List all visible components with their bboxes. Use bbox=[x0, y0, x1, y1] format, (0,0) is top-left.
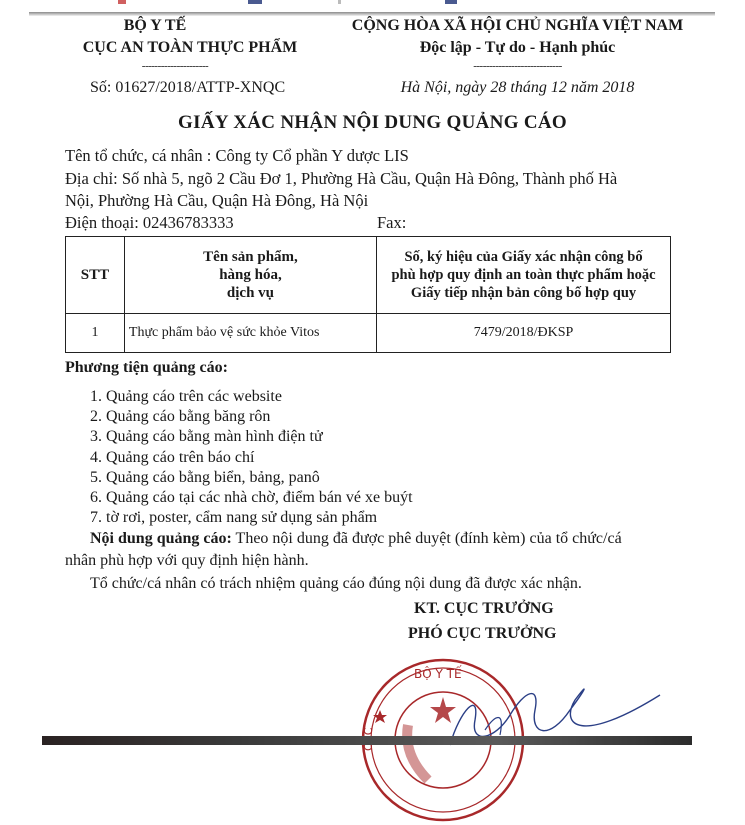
bottom-shadow-bar bbox=[42, 736, 692, 745]
document-number: Số: 01627/2018/ATTP-XNQC bbox=[90, 79, 286, 96]
media-list bbox=[90, 387, 413, 528]
right-divider: ---------------------------- bbox=[473, 60, 562, 72]
left-divider: --------------------- bbox=[141, 60, 209, 72]
header-product-line: Tên sản phẩm, bbox=[203, 249, 298, 265]
list-item: 1. Quảng cáo trên các website bbox=[90, 388, 282, 405]
agency-name: CỤC AN TOÀN THỰC PHẨM bbox=[82, 39, 298, 56]
signer-title-2: PHÓ CỤC TRƯỞNG bbox=[408, 625, 557, 642]
header-certificate bbox=[377, 237, 671, 314]
fax-line: Fax: bbox=[377, 213, 407, 232]
list-item: 6. Quảng cáo tại các nhà chờ, điểm bán vé xe buýt bbox=[90, 489, 413, 507]
list-item: 3. Quảng cáo bằng màn hình điện tử bbox=[90, 428, 323, 446]
content-text: Theo nội dung đã được phê duyệt (đính kèm) của tổ chức/cá bbox=[231, 530, 622, 547]
header-cert-line: phù hợp quy định an toàn thực phẩm hoặc bbox=[391, 267, 656, 283]
edge-mark bbox=[118, 0, 126, 4]
ministry-name: BỘ Y TẾ bbox=[123, 17, 187, 34]
address-line-2: Nội, Phường Hà Cầu, Quận Hà Đông, Hà Nội bbox=[65, 191, 369, 210]
edge-mark bbox=[445, 0, 457, 4]
table-header-row bbox=[66, 237, 671, 314]
table-row bbox=[66, 314, 671, 353]
header-cert-line: Giấy tiếp nhận bản công bố hợp quy bbox=[410, 285, 637, 301]
list-item: 4. Quảng cáo trên báo chí bbox=[90, 448, 255, 466]
header-stt: STT bbox=[66, 237, 125, 314]
media-heading: Phương tiện quảng cáo: bbox=[65, 359, 228, 376]
stamp-text: BỘ Y TẾ bbox=[414, 667, 462, 681]
address-line-1: Địa chỉ: Số nhà 5, ngõ 2 Cầu Đơ 1, Phường Hà Cầu, Quận Hà Đông, Thành phố Hà bbox=[65, 169, 618, 188]
cell-product: Thực phẩm bảo vệ sức khỏe Vitos bbox=[124, 314, 376, 353]
responsibility-statement: Tổ chức/cá nhân có trách nhiệm quảng cáo đúng nội dung đã được xác nhận. bbox=[90, 575, 582, 592]
content-label: Nội dung quảng cáo: bbox=[90, 530, 232, 547]
page-top-shadow bbox=[29, 12, 715, 16]
list-item: 7. tờ rơi, poster, cẩm nang sử dụng sản phẩm bbox=[90, 509, 378, 527]
edge-mark bbox=[248, 0, 262, 4]
republic-name: CỘNG HÒA XÃ HỘI CHỦ NGHĨA VIỆT NAM bbox=[351, 17, 684, 34]
list-item: 5. Quảng cáo bằng biển, bảng, panô bbox=[90, 468, 320, 486]
organization-line: Tên tổ chức, cá nhân : Công ty Cổ phần Y dược LIS bbox=[65, 146, 409, 165]
cell-cert-number: 7479/2018/ĐKSP bbox=[377, 314, 671, 353]
header-cert-line: Số, ký hiệu của Giấy xác nhận công bố bbox=[404, 249, 643, 265]
content-text-line-2: nhân phù hợp với quy định hiện hành. bbox=[65, 552, 309, 569]
header-product bbox=[124, 237, 376, 314]
signer-title-1: KT. CỤC TRƯỞNG bbox=[414, 600, 554, 617]
header-product-line: hàng hóa, bbox=[219, 267, 282, 283]
cell-stt: 1 bbox=[66, 314, 125, 353]
edge-mark bbox=[338, 0, 341, 4]
content-paragraph bbox=[90, 530, 622, 548]
header-product-line: dịch vụ bbox=[226, 285, 275, 301]
product-table bbox=[65, 236, 671, 353]
phone-line: Điện thoại: 02436783333 bbox=[65, 213, 234, 232]
place-and-date: Hà Nội, ngày 28 tháng 12 năm 2018 bbox=[400, 79, 635, 96]
national-motto: Độc lập - Tự do - Hạnh phúc bbox=[419, 39, 616, 56]
document-title: GIẤY XÁC NHẬN NỘI DUNG QUẢNG CÁO bbox=[178, 112, 567, 133]
list-item: 2. Quảng cáo bằng băng rôn bbox=[90, 408, 271, 426]
